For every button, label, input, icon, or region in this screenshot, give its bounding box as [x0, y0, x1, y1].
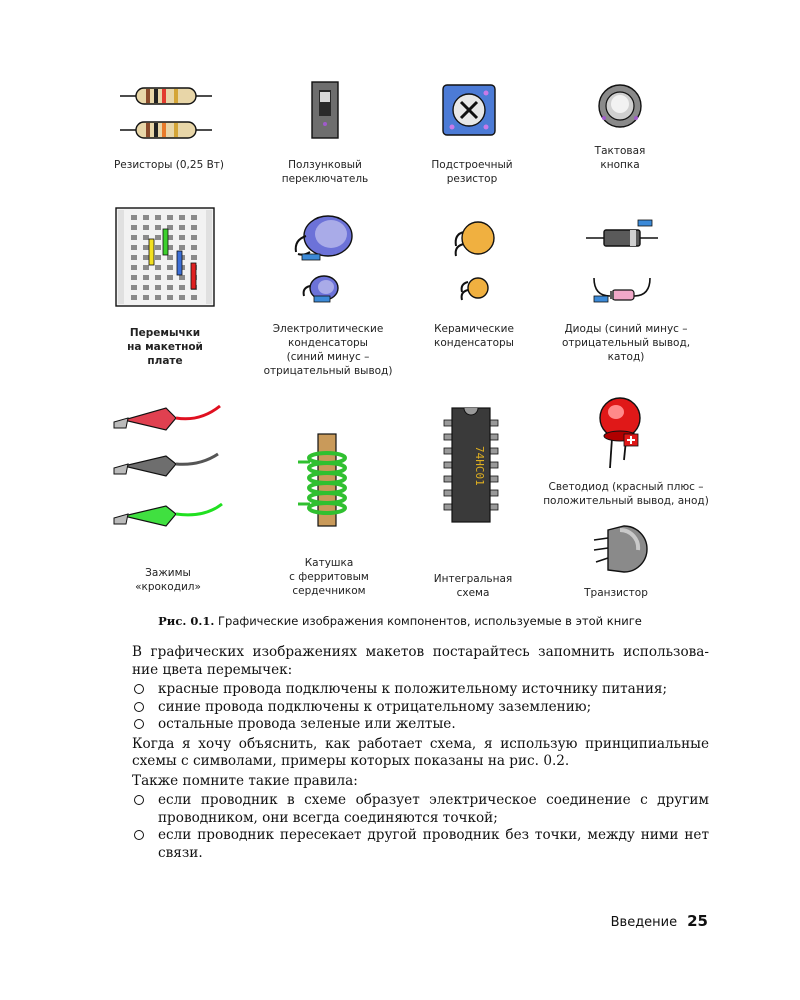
running-section-title: Введение [610, 915, 678, 930]
list-item-text: остальные провода зеленые или желтые. [158, 716, 456, 732]
figure-caption [0, 614, 800, 628]
ic-marking: 74HC01 [473, 446, 486, 486]
color-rules-list [132, 681, 709, 734]
trimmer-label: Подстроечный резистор [431, 159, 513, 185]
body-text [132, 644, 709, 864]
resistors-illustration [118, 80, 214, 144]
jumpers-label: Перемычки на макетной плате [127, 327, 203, 367]
clips-label: Зажимы «крокодил» [135, 567, 201, 593]
ceramic-label: Керамические конденсаторы [434, 323, 514, 349]
list-item [132, 792, 709, 827]
transistor-label: Транзистор [584, 587, 648, 599]
page-footer [611, 912, 708, 930]
figure-number: Рис. 0.1. [158, 614, 215, 628]
list-item-text: синие провода подключены к отрицательному заземлению; [158, 698, 592, 715]
integrated-circuit-illustration [440, 406, 502, 524]
breadboard-jumpers-illustration [115, 207, 215, 307]
connection-rules-list [132, 792, 709, 862]
figure-caption-text: Графические изображения компонентов, используемые в этой книге [214, 614, 642, 628]
slide-switch-illustration [308, 80, 342, 140]
list-item [132, 699, 709, 717]
tact-button-illustration [596, 82, 644, 130]
electrolytic-capacitors-illustration [288, 212, 358, 304]
bullet-icon [134, 795, 144, 805]
bullet-icon [134, 684, 144, 694]
ferrite-coil-illustration [294, 432, 360, 528]
transistor-illustration [590, 520, 650, 582]
paragraph-1: В графических изображениях макетов постарайтесь запомнить использова-ние цвета перемычек: [132, 644, 709, 678]
diodes-illustration [584, 216, 660, 308]
diodes-label: Диоды (синий минус – отрицательный вывод, катод) [561, 323, 691, 363]
bullet-icon [134, 702, 144, 712]
page-number: 25 [687, 912, 708, 930]
list-item [132, 716, 709, 734]
button-label: Тактовая кнопка [594, 145, 646, 171]
paragraph-2: Когда я хочу объяснить, как работает схема, я использую принципиальные схемы с символами, примеры которых показаны на рис. 0.2. [132, 735, 709, 769]
ceramic-capacitors-illustration [450, 216, 500, 306]
list-item [132, 827, 709, 862]
coil-label: Катушка с ферритовым сердечником [289, 557, 369, 597]
slide-switch-label: Ползунковый переключатель [281, 159, 369, 185]
list-item [132, 681, 709, 699]
list-item-text: если проводник пересекает другой проводник без точки, между ними нет связи. [158, 827, 709, 861]
electrolytic-label: Электролитические конденсаторы (синий минус – отрицательный вывод) [263, 323, 393, 377]
alligator-clips-illustration [110, 402, 230, 530]
paragraph-3: Также помните такие правила: [132, 772, 358, 789]
list-item-text: красные провода подключены к положительному источнику питания; [158, 681, 668, 697]
resistors-label: Резисторы (0,25 Вт) [113, 159, 225, 171]
bullet-icon [134, 830, 144, 840]
led-illustration [596, 394, 656, 470]
ic-label: Интегральная схема [433, 573, 513, 599]
trimmer-resistor-illustration [440, 82, 498, 138]
list-item-text: если проводник в схеме образует электрическое соединение с другим проводником, они всегда соединяются точкой; [158, 792, 709, 826]
bullet-icon [134, 719, 144, 729]
led-label: Светодиод (красный плюс – положительный вывод, анод) [543, 481, 709, 507]
